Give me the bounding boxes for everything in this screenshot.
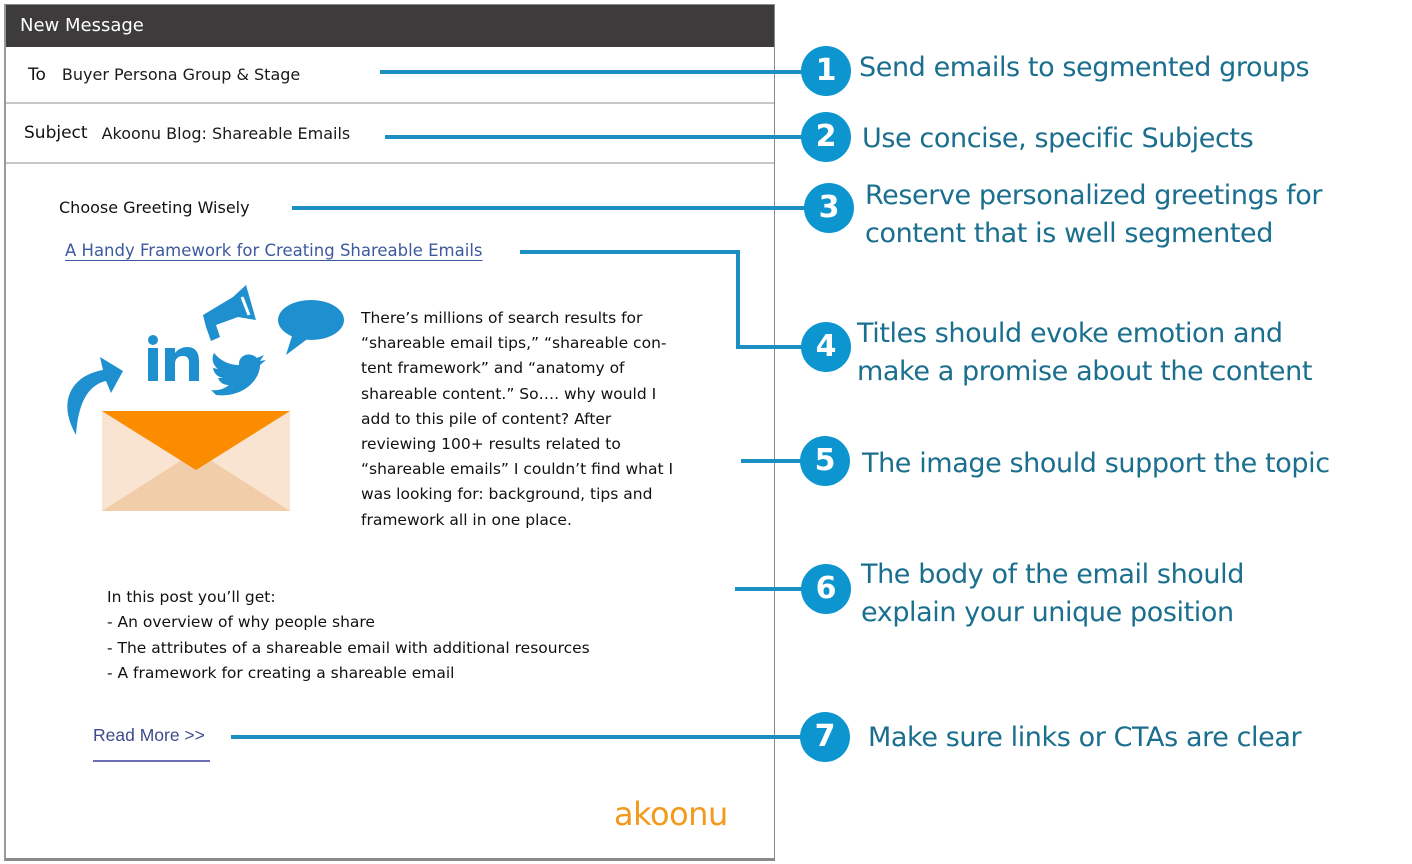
envelope-icon bbox=[102, 411, 290, 511]
connector-line-4c bbox=[736, 345, 806, 349]
body-list bbox=[107, 585, 667, 686]
brand-logo: akoonu bbox=[614, 795, 728, 833]
tip-badge-5: 5 bbox=[800, 436, 850, 486]
tip-badge-2: 2 bbox=[801, 112, 851, 162]
read-more-link[interactable]: Read More >> bbox=[93, 725, 205, 745]
list-item: - The attributes of a shareable email with additional resources bbox=[107, 638, 590, 657]
to-label: To bbox=[28, 64, 46, 85]
list-item: - A framework for creating a shareable email bbox=[107, 663, 455, 682]
greeting-text: Choose Greeting Wisely bbox=[59, 198, 250, 217]
article-title-link[interactable]: A Handy Framework for Creating Shareable Emails bbox=[65, 241, 483, 260]
tip-text-2 bbox=[862, 120, 1253, 158]
read-more-underline bbox=[93, 760, 210, 762]
tip-line: explain your unique position bbox=[861, 597, 1234, 628]
intro-line: was looking for: background, tips and bbox=[361, 485, 653, 504]
tip-text-5 bbox=[862, 445, 1330, 483]
tip-line: The image should support the topic bbox=[862, 448, 1330, 479]
tip-text-1 bbox=[859, 49, 1309, 87]
tip-line: content that is well segmented bbox=[865, 218, 1273, 249]
linkedin-icon bbox=[148, 335, 199, 381]
window-title: New Message bbox=[6, 5, 774, 47]
subject-field-row[interactable] bbox=[6, 104, 774, 164]
connector-line-1 bbox=[380, 70, 805, 74]
connector-line-4b bbox=[736, 250, 740, 349]
tip-line: Reserve personalized greetings for bbox=[865, 180, 1323, 211]
subject-label: Subject bbox=[24, 123, 88, 143]
tip-badge-1: 1 bbox=[801, 46, 851, 96]
intro-line: There’s millions of search results for bbox=[361, 309, 643, 327]
intro-line: framework all in one place. bbox=[361, 510, 572, 529]
intro-line: tent framework” and “anatomy of bbox=[361, 359, 625, 378]
tip-text-4 bbox=[857, 315, 1312, 391]
speech-bubble-icon bbox=[278, 300, 344, 355]
tip-badge-3: 3 bbox=[804, 183, 854, 233]
tip-line: Send emails to segmented groups bbox=[859, 52, 1310, 83]
compose-window bbox=[4, 4, 775, 861]
tip-badge-7: 7 bbox=[800, 712, 850, 762]
intro-line: shareable content.” So…. why would I bbox=[361, 384, 657, 403]
connector-line-7 bbox=[231, 735, 806, 739]
connector-line-3 bbox=[292, 206, 807, 210]
list-intro: In this post you’ll get: bbox=[107, 588, 276, 606]
tip-text-3 bbox=[865, 177, 1322, 253]
list-item: - An overview of why people share bbox=[107, 613, 375, 632]
hero-image bbox=[48, 275, 348, 535]
tip-line: The body of the email should bbox=[861, 559, 1244, 590]
intro-line: “shareable emails” I couldn’t find what I bbox=[361, 460, 674, 479]
connector-line-5 bbox=[741, 459, 806, 463]
to-field[interactable]: Buyer Persona Group & Stage bbox=[61, 65, 301, 84]
tip-line: Make sure links or CTAs are clear bbox=[868, 722, 1302, 753]
connector-line-2 bbox=[385, 135, 805, 139]
to-field-row[interactable] bbox=[6, 47, 774, 104]
tip-line: make a promise about the content bbox=[857, 356, 1313, 387]
tip-badge-4: 4 bbox=[801, 322, 851, 372]
subject-field[interactable]: Akoonu Blog: Shareable Emails bbox=[101, 123, 351, 143]
intro-line: reviewing 100+ results related to bbox=[361, 435, 621, 454]
intro-paragraph bbox=[361, 306, 726, 533]
tip-line: Use concise, specific Subjects bbox=[862, 123, 1254, 154]
tip-text-6 bbox=[861, 556, 1244, 632]
twitter-bird-icon bbox=[211, 353, 266, 395]
tip-text-7 bbox=[868, 719, 1301, 757]
connector-line-6 bbox=[735, 587, 805, 591]
intro-line: add to this pile of content? After bbox=[361, 409, 612, 428]
tip-badge-6: 6 bbox=[801, 564, 851, 614]
megaphone-icon bbox=[203, 285, 256, 341]
connector-line-4a bbox=[520, 250, 740, 254]
tip-line: Titles should evoke emotion and bbox=[857, 318, 1283, 349]
intro-line: “shareable email tips,” “shareable con- bbox=[361, 334, 667, 353]
